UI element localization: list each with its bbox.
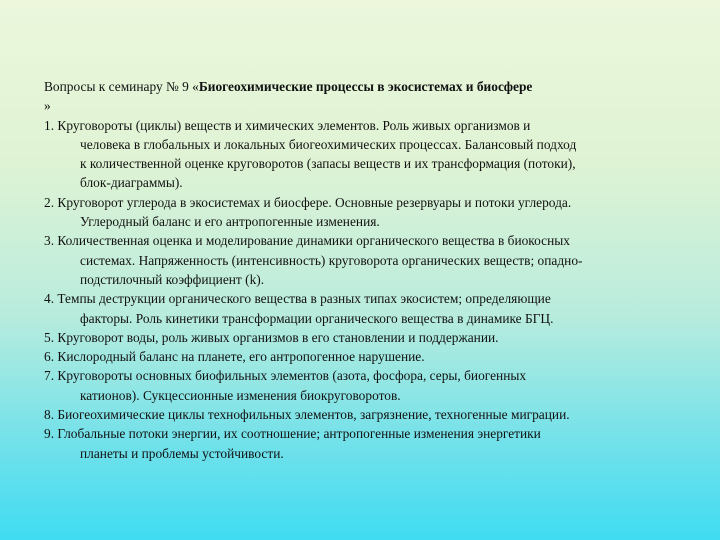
seminar-heading: [44, 77, 694, 96]
seminar-heading-prefix: Вопросы к семинару № 9 «: [44, 79, 199, 94]
question-line: 4. Темпы деструкции органического вещества в разных типах экосистем; определяющие: [44, 291, 551, 307]
question-list: [44, 116, 694, 463]
seminar-heading-title: Биогеохимические процессы в экосистемах и биосфере: [198, 79, 533, 94]
question-item: [44, 231, 694, 289]
question-line: к количественной оценке круговоротов (запасы веществ и их трансформация (потоки),: [80, 156, 576, 172]
question-line: 8. Биогеохимические циклы технофильных элементов, загрязнение, техногенные миграции.: [44, 407, 570, 423]
seminar-heading-close-quote: »: [44, 98, 51, 114]
question-item: [44, 328, 694, 347]
question-line: 3. Количественная оценка и моделирование динамики органического вещества в биокосных: [44, 233, 570, 249]
question-line: 2. Круговорот углерода в экосистемах и биосфере. Основные резервуары и потоки углерода.: [44, 194, 572, 210]
question-item: [44, 347, 694, 366]
question-item: [44, 289, 694, 328]
question-line: человека в глобальных и локальных биогеохимических процессах. Балансовый подход: [80, 136, 577, 152]
question-item: [44, 193, 694, 232]
question-line: подстилочный коэффициент (k).: [80, 271, 265, 287]
question-line: катионов). Сукцессионные изменения биокруговоротов.: [80, 387, 401, 403]
question-item: [44, 424, 694, 463]
question-line: 7. Круговороты основных биофильных элементов (азота, фосфора, серы, биогенных: [44, 368, 527, 384]
question-item: [44, 405, 694, 424]
question-line: 1. Круговороты (циклы) веществ и химических элементов. Роль живых организмов и: [44, 117, 531, 133]
question-item: [44, 366, 694, 405]
question-line: 9. Глобальные потоки энергии, их соотношение; антропогенные изменения энергетики: [44, 426, 541, 442]
seminar-questions-text: [44, 77, 694, 463]
question-item: [44, 116, 694, 193]
question-line: Углеродный баланс и его антропогенные изменения.: [80, 214, 380, 230]
question-line: 6. Кислородный баланс на планете, его антропогенное нарушение.: [44, 349, 425, 365]
question-line: планеты и проблемы устойчивости.: [80, 445, 284, 461]
question-line: системах. Напряженность (интенсивность) круговорота органических веществ; опадно-: [80, 252, 583, 268]
question-line: 5. Круговорот воды, роль живых организмов в его становлении и поддержании.: [44, 329, 499, 345]
question-line: факторы. Роль кинетики трансформации органического вещества в динамике БГЦ.: [80, 310, 554, 326]
question-line: блок-диаграммы).: [80, 175, 183, 191]
